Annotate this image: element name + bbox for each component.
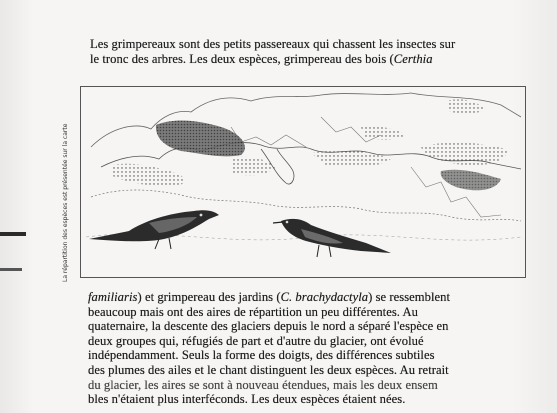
scan-mark [0,232,26,236]
body-line: des plumes des ailes et le chant distinguent les deux espèces. Au retrait [88,362,449,377]
distribution-map [80,86,526,278]
map-drawing [81,87,525,277]
body-line: indépendamment. Seuls la forme des doigts, des différences subtiles [88,348,435,363]
body-line: bles n'étaient plus interféconds. Les deux espèces étaient nées. [88,392,406,407]
body-line: deux groupes qui, réfugiés de part et d'autre du glacier, ont évolué [88,333,424,348]
species-name: C. brachydactyla [280,290,369,304]
body-text: ) se ressemblent [368,290,451,304]
intro-paragraph [90,37,455,66]
scan-mark [0,268,22,271]
intro-line: Les grimpereaux sont des petits passereaux qui chassent les insectes sur [90,37,456,51]
species-name: familiaris [88,290,138,304]
body-line: quaternaire, la descente des glaciers depuis le nord a séparé l'espèce en [88,319,449,334]
bird-left [89,210,219,249]
body-line: du glacier, les aires se sont à nouveau étendues, mais les deux ensem [88,377,438,392]
body-line [88,290,450,305]
bird-right [273,219,391,257]
species-name: Certhia [393,51,433,66]
body-paragraph [88,290,450,407]
intro-line [90,52,455,67]
intro-line-text: le tronc des arbres. Les deux espèces, grimpereau des bois ( [90,51,394,66]
body-text: ) et grimpereau des jardins ( [137,290,281,304]
body-line: beaucoup mais ont des aires de répartition un peu différentes. Au [88,304,419,319]
map-side-caption: La répartition des espèces est présentée sur la carte [62,123,69,282]
